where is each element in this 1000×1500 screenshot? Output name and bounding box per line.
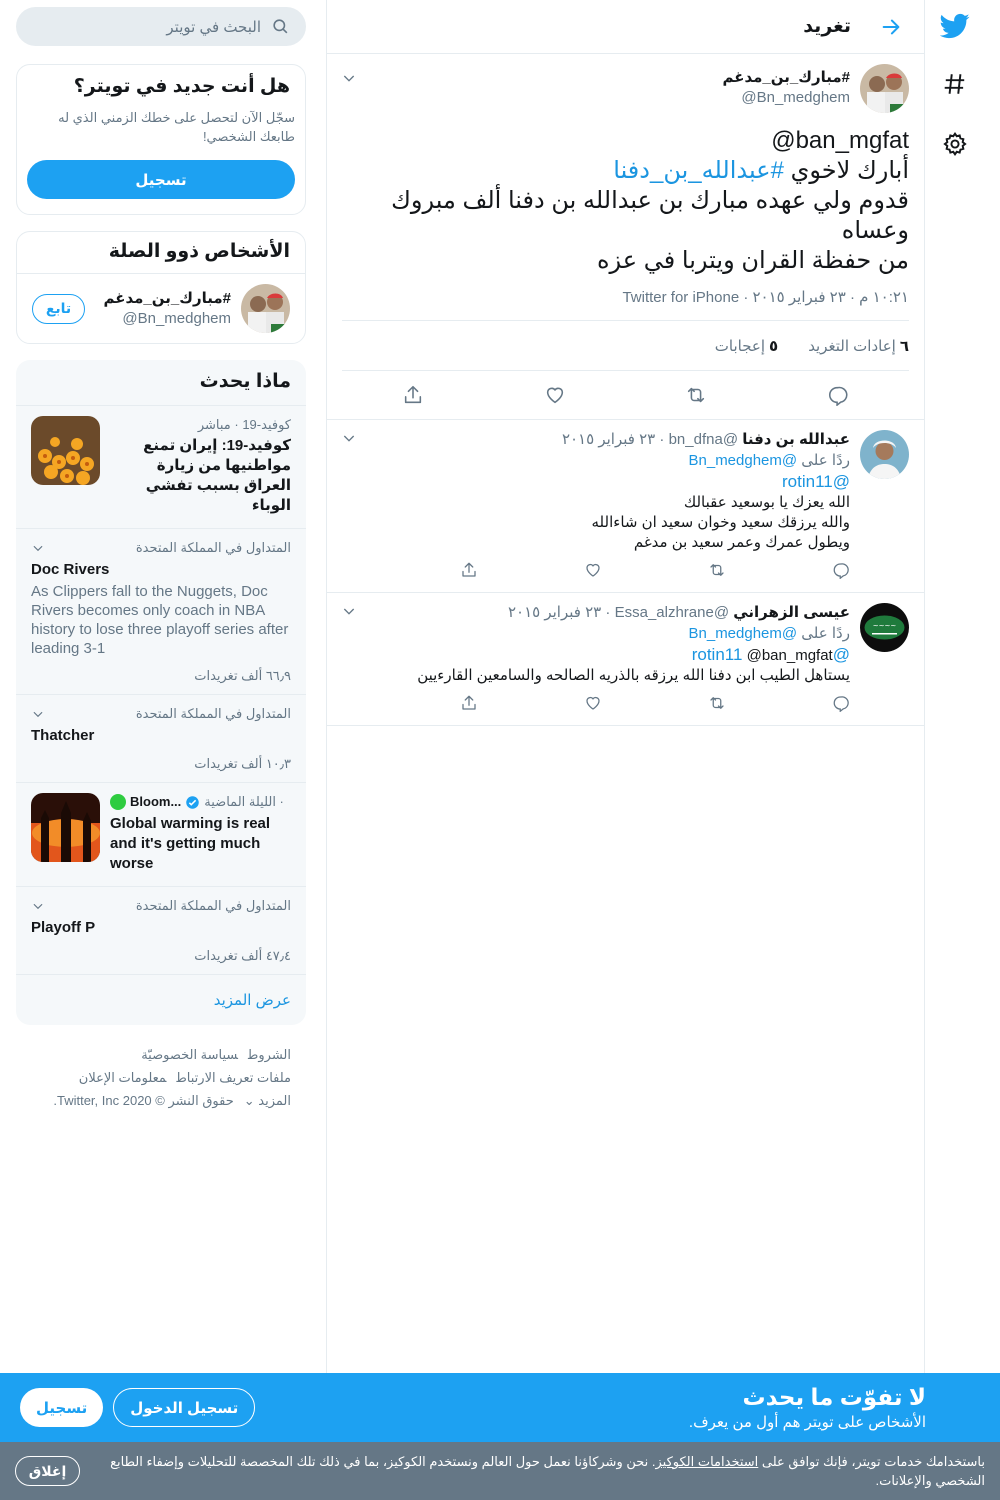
trend-context: كوفيد-19 · مباشر [197, 417, 291, 432]
tweet-text [342, 126, 909, 276]
share-icon[interactable] [460, 694, 478, 717]
retweet-icon[interactable] [679, 378, 713, 412]
tweet-text-line: من حفظة القران ويتربا في عزه [596, 247, 909, 274]
trend-headline: كوفيد-19: إيران تمنع مواطنيها من زيارة العراق بسبب تفشي الوباء [143, 437, 291, 514]
new-to-twitter-card [16, 64, 306, 215]
tweet-mention[interactable]: @ban_mgfat [771, 127, 909, 154]
page-title: تغريد [803, 16, 851, 37]
chevron-down-icon[interactable] [341, 603, 357, 619]
cookie-text: باستخدامك خدمات تويتر، فإنك توافق على استخدامات الكوكيز. نحن وشركاؤنا نعمل حول العالم ونستخدم الكوكيز، بما في ذلك تلك المخصصة للتحليلات وإضفاء الطابع الشخصي والإعلانات. [110, 1454, 985, 1488]
news-source-row [110, 793, 291, 811]
reply-author-name[interactable]: عبدالله بن دفنا [742, 431, 850, 448]
news-thumbnail [31, 793, 100, 862]
footer-copyright: حقوق النشر © 2020 Twitter, Inc. [53, 1093, 234, 1108]
search-input[interactable]: البحث في تويتر [166, 18, 261, 36]
side-nav [925, 0, 1000, 1373]
follow-button[interactable]: تابع [32, 294, 85, 324]
trend-count: ١٠٫٣ ألف تغريدات [194, 756, 291, 771]
reply-tweet[interactable] [327, 593, 924, 726]
trend-name: Playoff P [31, 919, 96, 936]
chevron-down-icon[interactable] [31, 899, 45, 913]
footer [16, 1043, 306, 1112]
hashtag-explore-icon[interactable] [925, 54, 985, 114]
arrow-right-icon[interactable] [873, 9, 909, 45]
share-icon[interactable] [396, 378, 430, 412]
avatar[interactable] [860, 64, 909, 113]
trend-name: Thatcher [31, 727, 95, 744]
trend-headline: Global warming is real and it's getting much worse [110, 815, 271, 872]
tweet-text-part: أبارك لاخوي [783, 157, 909, 184]
replying-to-link[interactable]: @Bn_medghem [688, 452, 798, 469]
tweet-actions [342, 371, 909, 419]
reply-icon[interactable] [832, 694, 850, 717]
related-user-name[interactable]: #مبارك_بن_مدغم [103, 289, 231, 307]
heart-icon[interactable] [584, 694, 602, 717]
signup-button[interactable]: تسجيل [20, 1388, 103, 1427]
replying-to: ردًا على @Bn_medghem [688, 625, 850, 642]
likes-stat[interactable]: ٥إعجابات [714, 337, 779, 355]
footer-terms-link[interactable]: الشروط [248, 1047, 291, 1062]
trend-context: المتداول في المملكة المتحدة [135, 540, 291, 555]
reply-actions [420, 694, 850, 717]
reply-tweet[interactable] [327, 420, 924, 593]
trend-item[interactable] [16, 782, 306, 886]
trend-item[interactable] [16, 528, 306, 694]
prompt-subtitle: الأشخاص على تويتر هم أول من يعرف. [688, 1414, 926, 1431]
news-source-logo-icon [110, 794, 126, 810]
cookie-banner [0, 1442, 1000, 1500]
signup-button[interactable]: تسجيل [27, 160, 295, 199]
tweet-hashtag[interactable]: #عبدالله_بن_دفنا [613, 157, 784, 184]
search-icon [271, 17, 290, 36]
reply-mention[interactable]: @rotin11 [782, 472, 850, 491]
prompt-title: لا تفوّت ما يحدث [742, 1384, 926, 1410]
author-handle[interactable]: @Bn_medghem [741, 89, 850, 106]
footer-privacy-link[interactable]: سياسة الخصوصيّة [141, 1047, 239, 1062]
retweets-stat[interactable]: ٦إعادات التغريد [808, 337, 909, 355]
focal-tweet [327, 54, 924, 420]
signup-prompt-bar [0, 1373, 1000, 1442]
main-header [327, 0, 924, 54]
related-user-handle: @Bn_medghem [122, 309, 231, 327]
news-time: · الليلة الماضية [204, 794, 284, 809]
trend-description: As Clippers fall to the Nuggets, Doc Rivers becomes only coach in NBA history to lose three playoff series after leading 3-1 [31, 583, 289, 657]
reply-mention[interactable]: @rotin11 [691, 645, 850, 664]
chevron-down-icon[interactable] [31, 707, 45, 721]
card-subtitle: سجّل الآن لتحصل على خطك الزمني الذي له طابعك الشخصي! [58, 110, 295, 144]
chevron-down-icon[interactable] [341, 70, 357, 86]
reply-icon[interactable] [821, 378, 855, 412]
reply-text: @rotin11 الله يعزك يا بوسعيد عقبالك والله يرزقك سعيد وخوان سعيد ان شاءالله ويطول عمرك وعمر سعيد بن مدغم [591, 472, 850, 551]
chevron-down-icon: ⌄ [243, 1093, 255, 1108]
trend-count: ٦٦٫٩ ألف تغريدات [194, 668, 291, 683]
reply-author-name[interactable]: عيسى الزهراني [733, 604, 850, 621]
heart-icon[interactable] [584, 561, 602, 584]
retweet-icon[interactable] [708, 561, 726, 584]
trend-item[interactable] [16, 694, 306, 782]
sidebar [16, 0, 306, 1112]
gear-icon[interactable] [925, 114, 985, 174]
reply-icon[interactable] [832, 561, 850, 584]
trend-count: ٤٧٫٤ ألف تغريدات [194, 948, 291, 963]
replying-to-link[interactable]: @Bn_medghem [688, 625, 798, 642]
trend-item[interactable] [16, 405, 306, 528]
trend-context: المتداول في المملكة المتحدة [135, 706, 291, 721]
heart-icon[interactable] [538, 378, 572, 412]
reply-text: @rotin11 @ban_mgfat يستاهل الطيب ابن دفنا الله يرزقه بالذريه الصالحه والسامعين القارءيين [417, 645, 850, 684]
main-column [326, 0, 925, 1373]
verified-badge-icon [185, 795, 200, 810]
share-icon[interactable] [460, 561, 478, 584]
show-more-link[interactable]: عرض المزيد [16, 974, 306, 1025]
search-box[interactable] [16, 7, 306, 46]
trends-card [16, 360, 306, 1025]
reply-mention[interactable]: @ban_mgfat [746, 647, 833, 664]
close-button[interactable]: إغلاق [15, 1456, 80, 1486]
trend-name: Doc Rivers [31, 561, 110, 578]
cookie-policy-link[interactable]: استخدامات الكوكيز [655, 1454, 759, 1469]
login-button[interactable]: تسجيل الدخول [113, 1388, 255, 1427]
card-title: الأشخاص ذوو الصلة [108, 241, 290, 262]
reply-meta: @Essa_alzhrane · ٢٣ فبراير ٢٠١٥ [507, 604, 730, 621]
related-people-card [16, 231, 306, 344]
tweet-text-line: قدوم ولي عهده مبارك بن عبدالله بن دفنا ألف مبروك وعساه [391, 187, 909, 244]
footer-cookies-link[interactable]: ملفات تعريف الارتباط [176, 1070, 291, 1085]
news-thumbnail [31, 416, 100, 485]
avatar[interactable] [860, 603, 909, 652]
card-title: هل أنت جديد في تويتر؟ [73, 76, 290, 97]
tweet-timestamp[interactable]: ١٠:٢١ م · ٢٣ فبراير ٢٠١٥ · Twitter for iPhone [342, 288, 909, 321]
trend-item[interactable] [16, 886, 306, 974]
twitter-logo-icon[interactable] [925, 0, 985, 56]
footer-more-link[interactable]: المزيد ⌄ [243, 1093, 291, 1108]
avatar[interactable] [860, 430, 909, 479]
card-title: ماذا يحدث [199, 371, 291, 392]
avatar[interactable] [241, 284, 290, 333]
retweet-icon[interactable] [708, 694, 726, 717]
author-name[interactable]: #مبارك_بن_مدغم [722, 69, 850, 86]
svg-text:~~~~: ~~~~ [872, 622, 897, 630]
related-user[interactable] [17, 273, 305, 343]
footer-ads-link[interactable]: معلومات الإعلان [78, 1070, 167, 1085]
news-source-name: Bloom... [130, 794, 182, 809]
tweet-stats [342, 321, 909, 371]
chevron-down-icon[interactable] [341, 430, 357, 446]
trend-context: المتداول في المملكة المتحدة [135, 898, 291, 913]
reply-meta: @bn_dfna · ٢٣ فبراير ٢٠١٥ [561, 431, 739, 448]
chevron-down-icon[interactable] [31, 541, 45, 555]
replying-to: ردًا على @Bn_medghem [688, 452, 850, 469]
reply-actions [420, 561, 850, 584]
